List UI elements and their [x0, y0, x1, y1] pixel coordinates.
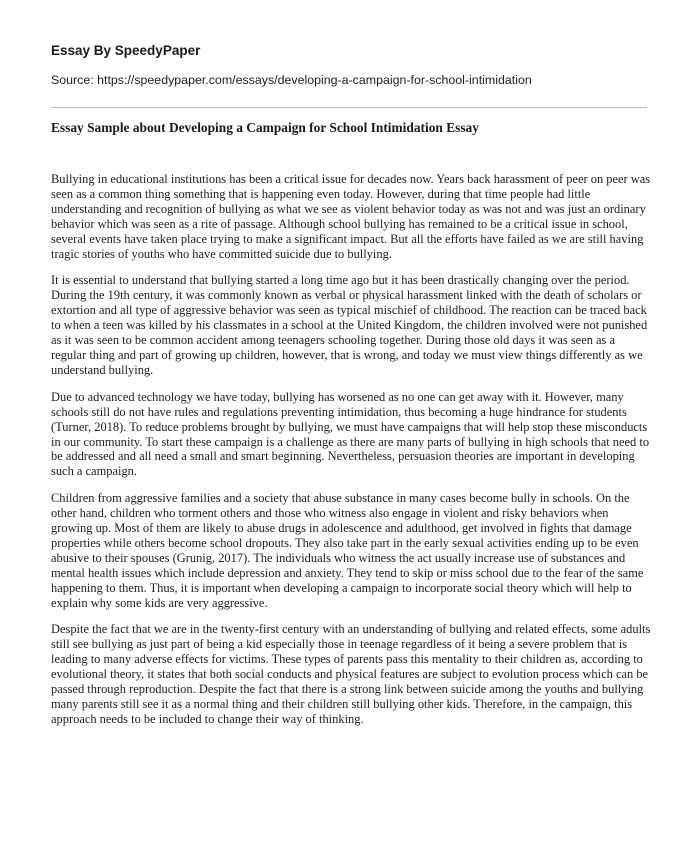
paragraph: Children from aggressive families and a society that abuse substance in many cases become bully in schools. On the other hand, children who torment others and those who witness also engage in violent and risky behaviors when growing up. Most of them are likely to abuse drugs in adolescence and adulthood, get involved in fights that damage properties while others become school dropouts. They also take part in the early sexual activities ending up to be even abusive to their spouses (Grunig, 2017). The individuals who witness the act usually increase use of substances and mental health issues which include depression and anxiety. They tend to skip or miss school due to the fear of the same happening to them. Thus, it is important when developing a campaign to incorporate social theory which will help to explain why some kids are very aggressive. — [51, 491, 644, 610]
paragraph: Despite the fact that we are in the twenty-first century with an understanding of bullying and related effects, some adults still see bullying as just part of being a kid especially those in teenage regardless of it being a severe problem that is leading to many adverse effects for victims. These types of parents pass this mentality to their children as, according to evolutional theory, it states that both social conducts and physical features are subject to evolution process which can be passed through reproduction. Despite the fact that there is a strong link between suicide among the youths and bullying many parents still see it as a normal thing and their children still bullying other kids. Therefore, in the campaign, this approach needs to be included to change their way of thinking. — [51, 622, 651, 726]
essay-body — [51, 172, 651, 739]
source-line: Source: https://speedypaper.com/essays/developing-a-campaign-for-school-intimidation — [51, 73, 532, 87]
paragraph: Due to advanced technology we have today, bullying has worsened as no one can get away with it. However, many schools still do not have rules and regulations preventing intimidation, thus becoming a huge hindrance for students (Turner, 2018). To reduce problems brought by bullying, we must have campaigns that will help stop these misconducts in our community. To start these campaign is a challenge as there are many parts of bullying in high schools that need to be addressed and all need a small and smart beginning. Nevertheless, persuasion theories are important in developing such a campaign. — [51, 389, 650, 479]
divider — [51, 107, 647, 108]
paragraph: Bullying in educational institutions has been a critical issue for decades now. Years back harassment of peer on peer was seen as a common thing something that is happening even today. However, during that time people had little understanding and recognition of bullying as what we see as violent behavior today as was not and was just an ordinary behavior which was seen as a rite of passage. Although school bullying has remained to be a critical issue in school, several events have taken place trying to make a significant impact. But all the efforts have failed as we are still having tragic stories of youths who have committed suicide due to bullying. — [51, 172, 651, 261]
paragraph: It is essential to understand that bullying started a long time ago but it has been drastically changing over the period. During the 19th century, it was commonly known as verbal or physical harassment linked with the death of scholars or extortion and all type of aggressive behavior was seen as typical mischief of childhood. The reaction can be traced back to when a teen was killed by his classmates in a school at the United Kingdom, the children involved were not punished as it was seen to be common accident among teenagers schooling together. During those old days it was seen as a regular thing and part of growing up children, however, that is wrong, and today we must view things differently as we understand bullying. — [51, 273, 648, 377]
header-title: Essay By SpeedyPaper — [51, 43, 201, 58]
essay-title: Essay Sample about Developing a Campaign for School Intimidation Essay — [51, 120, 479, 135]
